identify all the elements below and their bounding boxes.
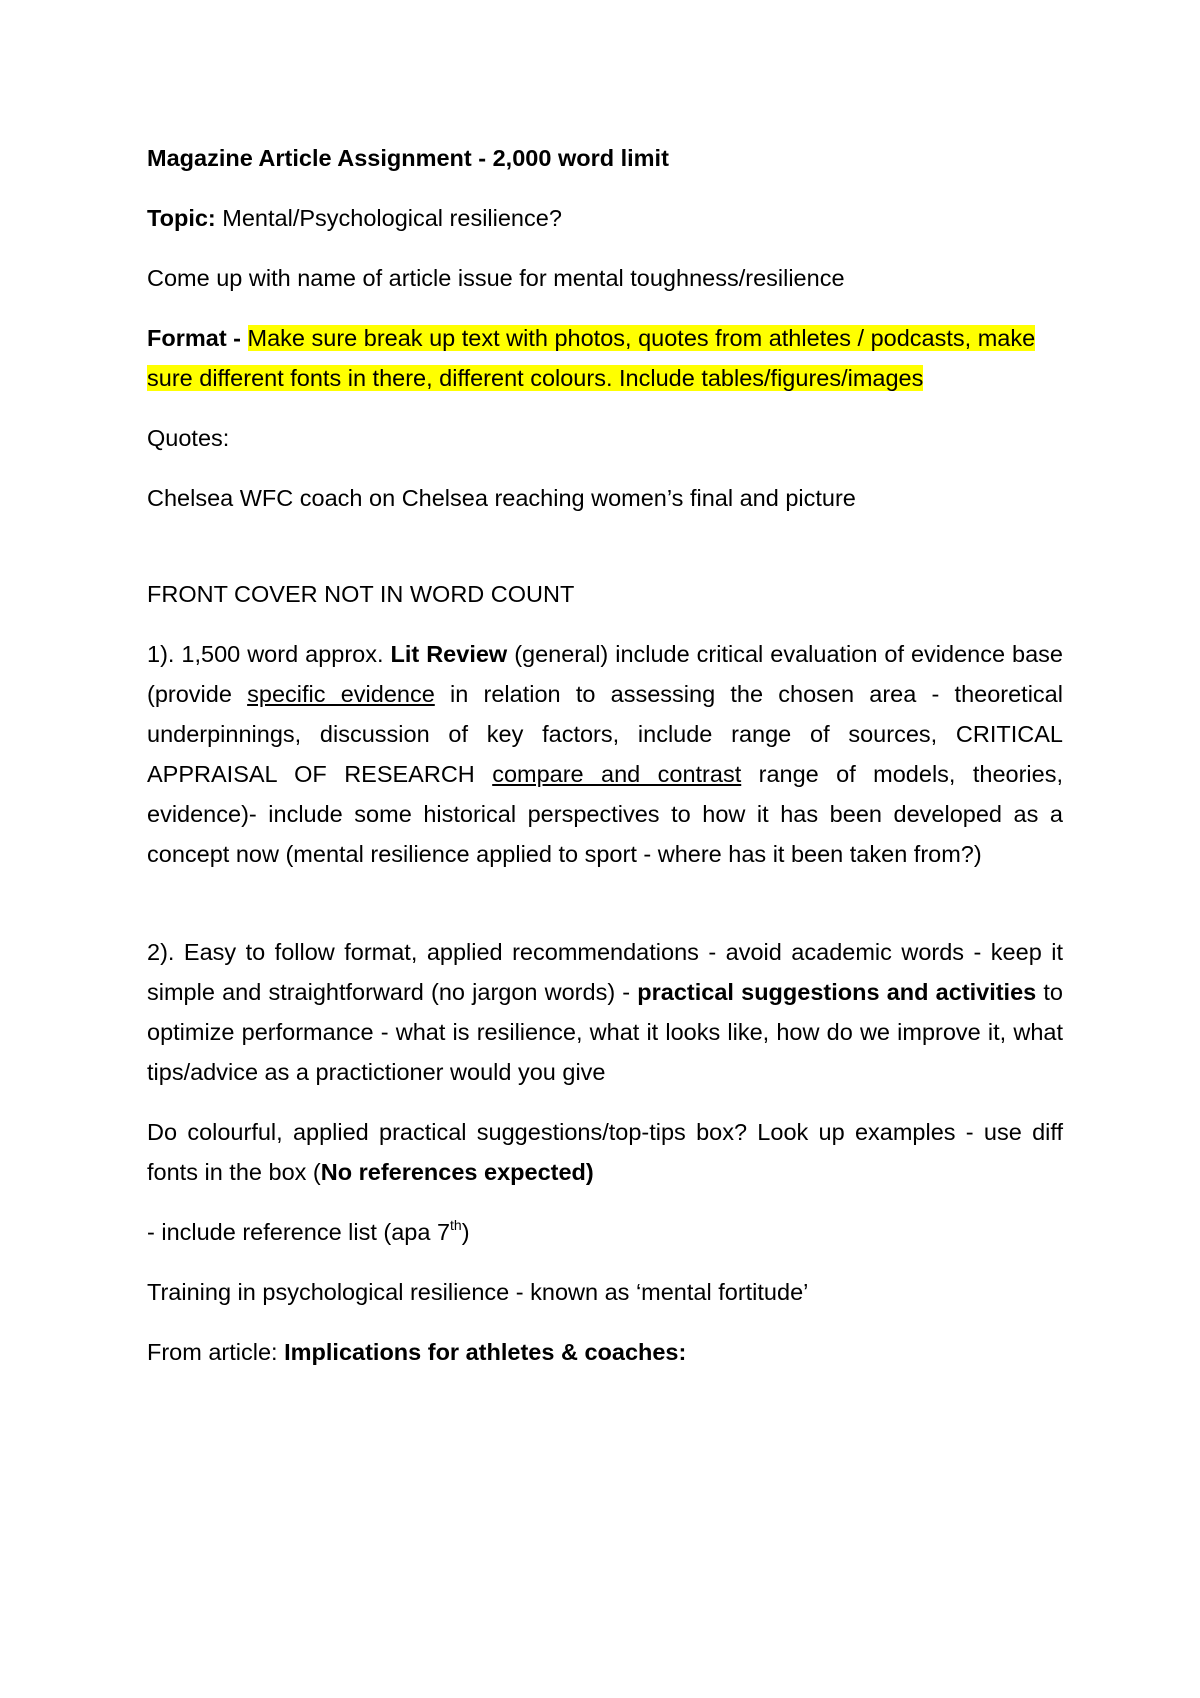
item-1-text: (general) include critical evaluation of evidence base (provide [147,641,1063,707]
item-1-text: 1). 1,500 word approx. [147,641,391,667]
practical-suggestions-bold: practical suggestions and activities [637,979,1037,1005]
item-1-paragraph [147,634,1063,874]
document-page [147,138,1063,1372]
superscript-th: th [450,1217,462,1233]
item-1-text: range of models, theories, evidence)- include some historical perspectives to how it has been developed as a concept now (mental resilience applied to sport - where has it been taken from?) [147,761,1063,867]
training-line: Training in psychological resilience - known as ‘mental fortitude’ [147,1279,809,1305]
lit-review-bold: Lit Review [390,641,508,667]
reference-text: ) [461,1219,470,1245]
document-title: Magazine Article Assignment - 2,000 word limit [147,145,669,171]
article-name-line: Come up with name of article issue for mental toughness/resilience [147,265,845,291]
compare-contrast-underline: compare and contrast [492,761,742,787]
topic-text: Mental/Psychological resilience? [215,205,562,231]
colourful-text: Do colourful, applied practical suggestions/top-tips box? Look up examples - use diff fonts in the box ( [147,1119,1063,1185]
format-highlighted-text: Make sure break up text with photos, quotes from athletes / podcasts, make sure different fonts in there, different colours. Include tables/figures/images [147,325,1036,391]
reference-text: - include reference list (apa 7 [147,1219,451,1245]
implications-bold: Implications for athletes & coaches: [284,1339,687,1365]
front-cover-note: FRONT COVER NOT IN WORD COUNT [147,581,575,607]
reference-list-line [147,1212,1063,1252]
quotes-label: Quotes: [147,425,230,451]
item-2-text: to optimize performance - what is resilience, what it looks like, how do we improve it, what tips/advice as a practictioner would you give [147,979,1063,1085]
item-1-text: in relation to assessing the chosen area - theoretical underpinnings, discussion of key factors, include range of sources, CRITICAL APPRAISAL OF RESEARCH [147,681,1063,787]
chelsea-line: Chelsea WFC coach on Chelsea reaching women’s final and picture [147,485,856,511]
from-article-line [147,1332,1063,1372]
no-references-bold: No references expected) [320,1159,594,1185]
colourful-box-paragraph [147,1112,1063,1192]
topic-line [147,198,1063,238]
specific-evidence-underline: specific evidence [247,681,435,707]
item-2-text: 2). Easy to follow format, applied recommendations - avoid academic words - keep it simple and straightforward (no jargon words) - [147,939,1063,1005]
topic-label: Topic: [147,205,216,231]
item-2-paragraph [147,932,1063,1092]
format-paragraph [147,318,1063,398]
format-label: Format - [147,325,248,351]
from-article-text: From article: [147,1339,285,1365]
